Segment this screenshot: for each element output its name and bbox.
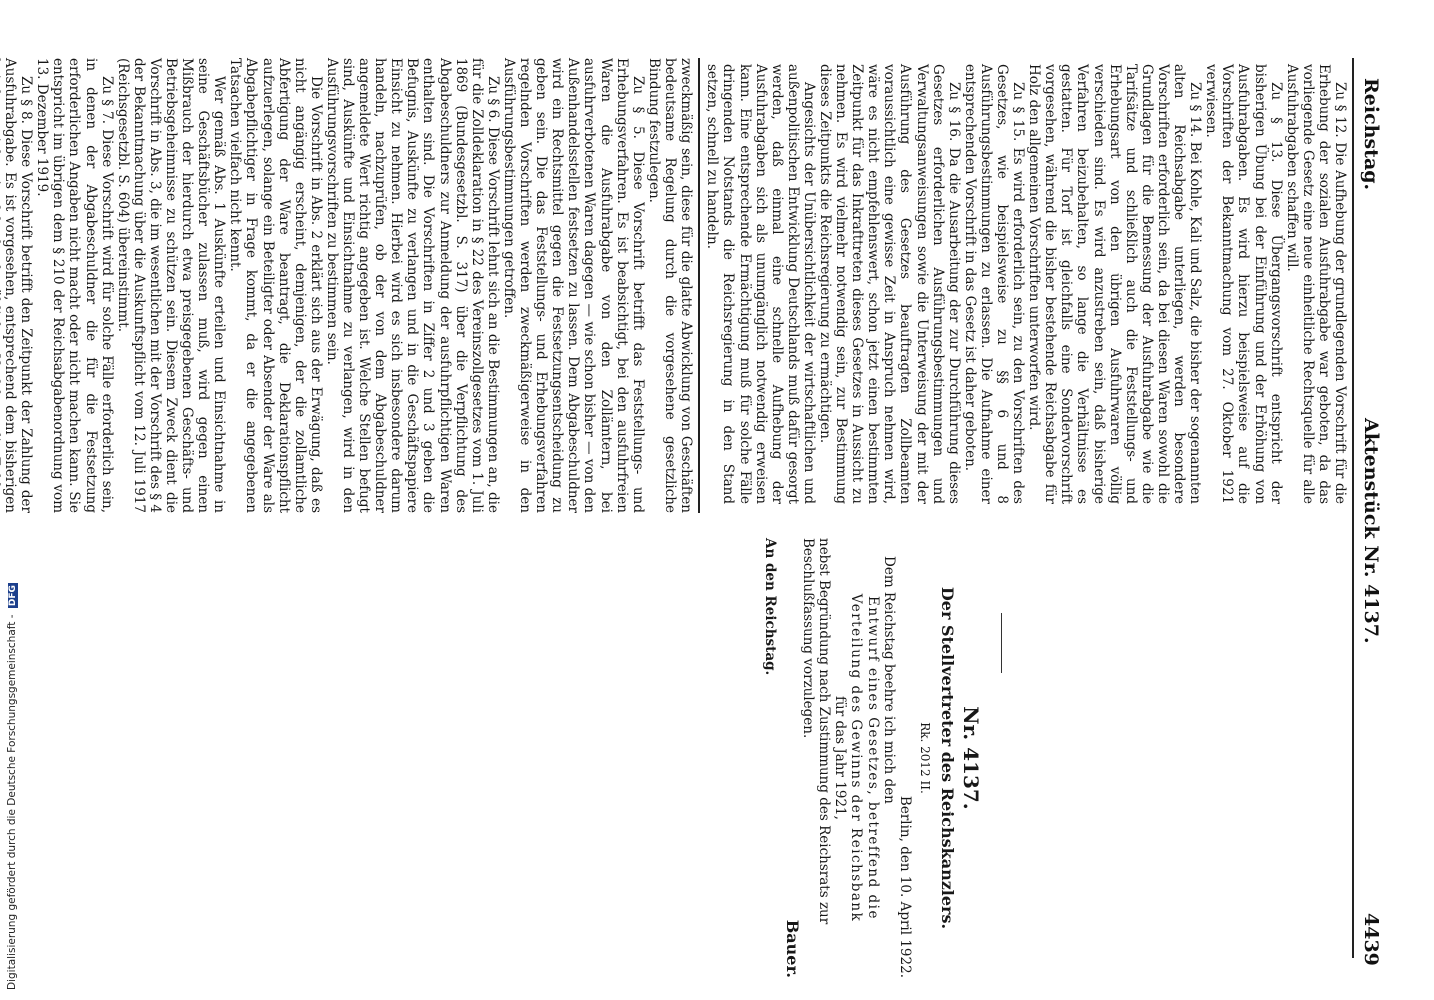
announcement-addressee: An den Reichstag. <box>761 538 778 676</box>
announcement-sender: Der Stellvertreter des Reichskanzlers. <box>937 586 957 930</box>
paragraph: Zu § 7. Diese Vorschrift wird für solche Fälle erforderlich sein, in denen der Abgabeschuldner die für die Festsetzung erforderlichen Angaben nicht macht oder nicht machen kann. Sie entspricht im übrigen dem § 210 der Reichsabgabenordnung vom 13. Dezember 1919. <box>34 58 115 513</box>
announcement-body-end: nebst Begründung nach Zustimmung des Reichsrats zur Beschlußfassung vorzulegen. <box>800 538 833 925</box>
paragraph: Zu § 8. Diese Vorschrift betrifft den Zeitpunkt der Zahlung der Ausfuhrabgabe. Es ist vorgesehen, entsprechend dem bisherigen <box>2 58 35 513</box>
paragraph: Wer gemäß Abs. 1 Auskünfte erteilen und Einsichtnahme in seine Geschäftsbücher zulassen muß, wird gegen einen Mißbrauch der hierdurch etwa preisgegebenen Geschäfts- und Betriebsgeheimnisse zu schützen sein. Diesem Zweck dient die Vorschrift in Abs. 3, die im wesentlichen mit der Vorschrift des § 4 der Bekanntmachung über die Auskunftspflicht vom 12. Juli 1917 (Reichsgesetzbl. S. 604) übereinstimmt. <box>114 58 228 513</box>
announcement-line: Entwurf eines Gesetzes, betreffend die <box>864 596 881 920</box>
paragraph: Zu § 5. Diese Vorschrift betrifft das Feststellungs- und Erhebungsverfahren. Es ist beabsichtigt, bei den ausfuhrfreien Waren die Ausfuhrabgabe von den Zollämtern, bei ausfuhrverbotenen Waren dagegen — wie schon bisher — von den Außenhandelsstellen festsetzen zu lassen. Dem Abgabeschuldner wird ein Rechtsmittel gegen die Festsetzungsentscheidung zu geben sein. Die das Feststellungs- und Erhebungsverfahren regelnden Vorschriften werden zweckmäßigerweise in den Ausführungsbestimmungen getroffen. <box>500 58 646 513</box>
announcement-ref: Rk. 2012 II. <box>917 722 932 794</box>
dfg-logo: DFG <box>8 585 18 607</box>
announcement-line: Verteilung des Gewinns der Reichsbank <box>848 593 865 923</box>
header-rule <box>1352 58 1354 958</box>
announcement-line: für das Jahr 1921, <box>832 696 849 820</box>
funding-note <box>6 583 18 990</box>
column-left <box>348 0 1348 8</box>
page-header-journal: Reichstag. <box>1360 78 1382 191</box>
announcement-signature: Bauer. <box>783 919 803 978</box>
paragraph: Zu § 14. Bei Kohle, Kali und Salz, die bisher der sogenannten alten Reichsabgabe unterliegen, werden besondere Vorschriften erforderlich sein, da bei diesen Waren sowohl die Grundlagen für die Bemessung der Ausfuhrabgabe wie die Tarifsätze und schließlich auch die Feststellungs- und Erhebungsart von den übrigen Ausfuhrwaren völlig verschieden sind. Es wird anzustreben sein, daß bisherige Verfahren beizubehalten, so lange die Verhältnisse es gestatten. Für Torf ist gleichfalls eine Sondervorschrift vorgesehen, während die bisher bestehende Reichsabgabe für Holz den allgemeinen Vorschriften unterworfen wird. <box>1026 64 1204 504</box>
paragraph: Zu § 12. Die Aufhebung der grundlegenden Vorschrift für die Erhebung der sozialen Ausfuhrabgabe war geboten, da das vorliegende Gesetz eine neue einheitliche Rechtsquelle für alle Ausfuhrabgaben schaffen will. <box>1283 64 1348 504</box>
paragraph: Zu § 15. Es wird erforderlich sein, zu den Vorschriften des Gesetzes, wie beispielsweise zu §§ 6 und 8 Ausführungsbestimmungen zu erlassen. Die Aufnahme einer entsprechenden Vorschrift in das Gesetz ist daher geboten. <box>961 64 1027 504</box>
funding-note-text: Digitalisierung gefördert durch die Deutsche Forschungsgemeinschaft - <box>6 614 18 990</box>
column-left-page <box>2 58 694 513</box>
left-page-top-rule <box>698 58 700 513</box>
paragraph: Angesichts der Unübersichtlichkeit der wirtschaftlichen und außenpolitischen Entwicklung Deutschlands muß dafür gesorgt werden, daß einmal eine schnelle Aufhebung der Ausfuhrabgaben sich als unumgänglich notwendig erweisen kann. Eine entsprechende Ermächtigung muß für solche Fälle dringenden Notstands die Reichsregierung in den Stand setzen, schnell zu handeln. <box>704 64 817 504</box>
paragraph: zweckmäßig sein, diese für die glatte Abwicklung von Geschäften bedeutsame Regelung durch die vorgesehene gesetzliche Bindung festzulegen. <box>645 58 694 513</box>
paragraph: Die Vorschrift in Abs. 2 erklärt sich aus der Erwägung, daß es nicht angängig erscheint, demjenigen, der die zollamtliche Abfertigung der Ware beantragt, die Deklarationspflicht aufzuerlegen, solange ein Beteiligter oder Absender der Ware als Abgabepflichtiger in Frage kommt, da er die angegebenen Tatsachen vielfach nicht kennt. <box>227 58 324 513</box>
paragraph: Zu § 13. Diese Übergangsvorschrift entspricht der bisherigen Übung bei der Einführung und der Erhöhung von Ausfuhrabgaben. Es wird hierzu beispielsweise auf die Vorschriften der Bekanntmachung vom 27. Oktober 1921 verwiesen. <box>1203 64 1284 504</box>
announcement-title: Nr. 4137. <box>959 706 983 810</box>
paragraph: Zu § 6. Diese Vorschrift lehnt sich an die Bestimmungen an, die für die Zolldeklaration in § 22 des Vereinszollgesetzes vom 1. Juli 1869 (Bundesgesetzbl. S. 317) über die Verpflichtung des Abgabeschuldners zur Anmeldung der ausfuhrpflichtigen Waren enthalten sind. Die Vorschriften in Ziffer 2 und 3 geben die Befugnis, Auskünfte zu verlangen und in die Geschäftspapiere Einsicht zu nehmen. Hierbei wird es sich insbesondere darum handeln, nachzuprüfen, ob der von dem Abgabeschuldner angemeldete Wert richtig angegeben ist. Welche Stellen befugt sind, Auskünfte und Einsichtnahme zu verlangen, wird in den Ausführungsvorschriften zu bestimmen sein. <box>323 58 501 513</box>
page-header-document-number: Aktenstück Nr. 4137. <box>1360 418 1382 644</box>
announcement-date: Berlin, den 10. April 1922. <box>896 795 913 978</box>
paragraph: Zu § 16. Da die Ausarbeitung der zur Durchführung dieses Gesetzes erforderlichen Ausführungsbestimmungen und Verwaltungsanweisungen sowie die Unterweisung der mit der Ausführung des Gesetzes beauftragten Zollbeamten voraussichtlich eine gewisse Zeit in Anspruch nehmen wird, wäre es nicht empfehlenswert, schon jetzt einen bestimmten Zeitpunkt für das Inkrafttreten dieses Gesetzes in Aussicht zu nehmen. Es wird vielmehr notwendig sein, zur Bestimmung dieses Zeitpunkts die Reichsregierung zu ermächtigen. <box>817 64 962 504</box>
column-announcement <box>761 538 1027 978</box>
page-number: 4439 <box>1360 913 1382 966</box>
announcement-line: Dem Reichstag beehre ich mich den <box>880 556 897 804</box>
column-right-top <box>704 64 1348 504</box>
